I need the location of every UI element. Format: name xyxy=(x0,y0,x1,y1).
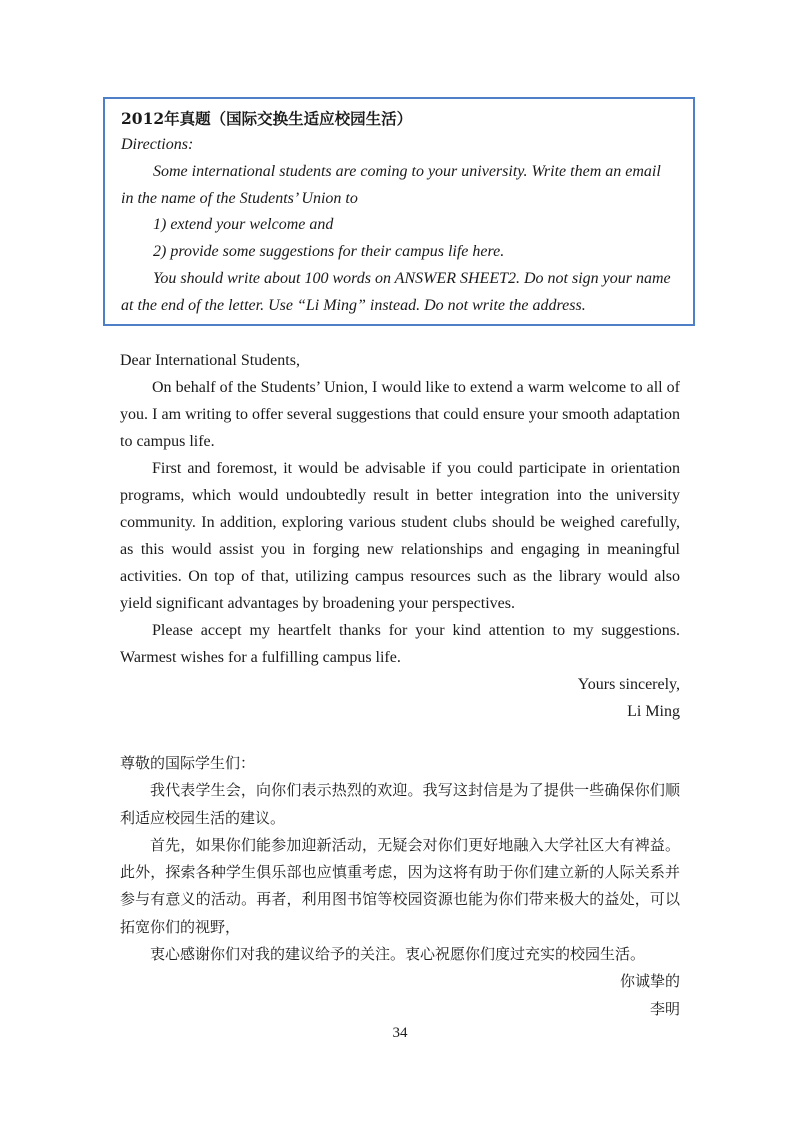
paragraph: On behalf of the Students’ Union, I would like to extend a warm welcome to all of you. I am writing to offer several suggestions that could ensure your smooth adaptation to campus life. xyxy=(120,379,680,450)
directions-line: in the name of the Students’ Union to xyxy=(121,189,358,207)
signature: 李明 xyxy=(649,999,680,1018)
paragraph: Please accept my heartfelt thanks for your kind attention to my suggestions. Warmest wishes for a fulfilling campus life. xyxy=(120,622,680,666)
salutation: 尊敬的国际学生们： xyxy=(120,754,256,772)
paragraph: 我代表学生会，向你们表示热烈的欢迎。我写这封信是为了提供一些确保你们顺利适应校园生活的建议。 xyxy=(120,781,680,827)
paragraph: 首先，如果你们能参加迎新活动，无疑会对你们更好地融入大学社区大有裨益。此外，探索各种学生俱乐部也应慎重考虑，因为这将有助于你们建立新的人际关系并参与有意义的活动。再者，利用图书馆等校园资源也能为你们带来极大的益处，可以拓宽你们的视野， xyxy=(120,835,680,936)
directions-line: You should write about 100 words on ANSWER SHEET2. Do not sign your name xyxy=(153,269,671,287)
english-letter xyxy=(120,347,680,725)
directions-line: 2) provide some suggestions for their campus life here. xyxy=(153,243,505,261)
directions-label: Directions: xyxy=(121,136,194,153)
salutation: Dear International Students, xyxy=(120,352,300,369)
closing: 你诚挚的 xyxy=(619,972,680,991)
page-number: 34 xyxy=(392,1025,408,1041)
directions-box xyxy=(103,97,695,326)
directions-line: at the end of the letter. Use “Li Ming” instead. Do not write the address. xyxy=(121,296,586,314)
directions-line: Some international students are coming to your university. Write them an email xyxy=(153,162,661,180)
directions-line: 1) extend your welcome and xyxy=(153,216,334,234)
paragraph: 衷心感谢你们对我的建议给予的关注。衷心祝愿你们度过充实的校园生活。 xyxy=(150,945,646,964)
closing: Yours sincerely, xyxy=(577,676,680,693)
exam-title: 2012年真题（国际交换生适应校园生活） xyxy=(121,109,413,128)
chinese-letter xyxy=(120,750,680,1023)
signature: Li Ming xyxy=(627,703,680,720)
paragraph: First and foremost, it would be advisable if you could participate in orientation programs, which would undoubtedly result in better integration into the university community. In addition, exploring various student clubs should be weighed carefully, as this would assist you in forging new relationships and engaging in meaningful activities. On top of that, utilizing campus resources such as the library would also yield significant advantages by broadening your perspectives. xyxy=(120,460,680,612)
